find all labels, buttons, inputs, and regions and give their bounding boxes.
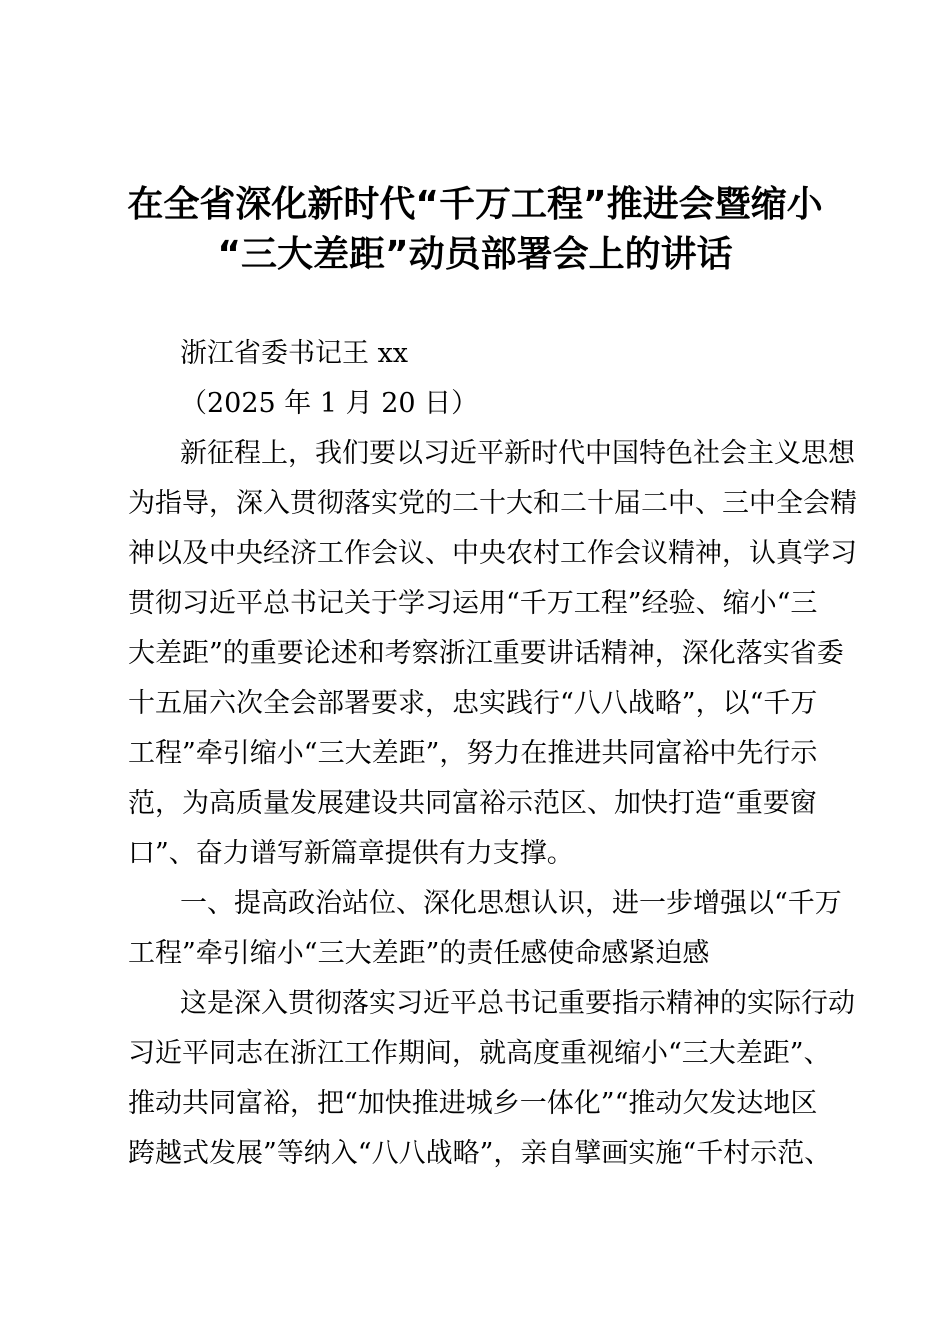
body-line: 贯彻习近平总书记关于学习运用“千万工程”经验、缩小“三 xyxy=(128,588,818,619)
body-line: 神以及中央经济工作会议、中央农村工作会议精神，认真学习 xyxy=(128,538,857,569)
body-line: 工程”牵引缩小“三大差距”，努力在推进共同富裕中先行示 xyxy=(128,738,818,769)
speaker-line: 浙江省委书记王 xx xyxy=(180,338,409,369)
body-line: 习近平同志在浙江工作期间，就高度重视缩小“三大差距”、 xyxy=(128,1038,831,1069)
document-title-line-2: “三大差距”动员部署会上的讲话 xyxy=(217,234,733,275)
body-line: 十五届六次全会部署要求，忠实践行“八八战略”，以“千万 xyxy=(128,688,818,719)
section-heading-line: 一、提高政治站位、深化思想认识，进一步增强以“千万 xyxy=(180,888,842,919)
body-line: 跨越式发展”等纳入“八八战略”，亲自擘画实施“千村示范、 xyxy=(128,1138,832,1169)
document-title-line-1: 在全省深化新时代“千万工程”推进会暨缩小 xyxy=(127,184,823,225)
body-line: 范，为高质量发展建设共同富裕示范区、加快打造“重要窗 xyxy=(128,788,817,819)
date-line: （2025 年 1 月 20 日） xyxy=(180,388,479,419)
body-line: 新征程上，我们要以习近平新时代中国特色社会主义思想 xyxy=(180,438,855,469)
body-line: 推动共同富裕，把“加快推进城乡一体化”“推动欠发达地区 xyxy=(128,1088,818,1119)
section-heading-line: 工程”牵引缩小“三大差距”的责任感使命感紧迫感 xyxy=(128,938,710,969)
body-line: 大差距”的重要论述和考察浙江重要讲话精神，深化落实省委 xyxy=(128,638,844,669)
body-line: 口”、奋力谱写新篇章提供有力支撑。 xyxy=(128,838,574,869)
body-line: 为指导，深入贯彻落实党的二十大和二十届二中、三中全会精 xyxy=(128,488,857,519)
body-line: 这是深入贯彻落实习近平总书记重要指示精神的实际行动 xyxy=(180,988,855,1019)
